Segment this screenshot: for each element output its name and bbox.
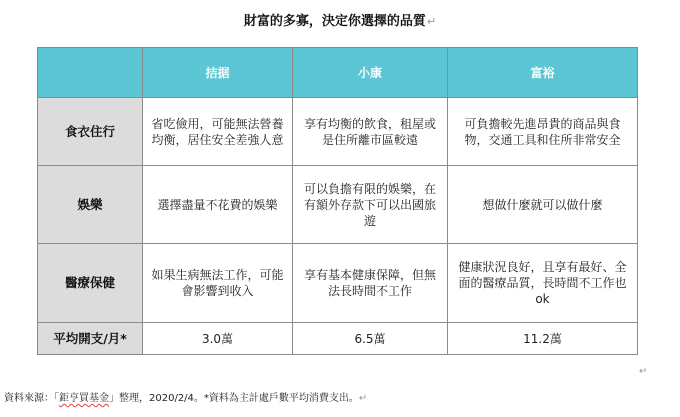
- row-label: 娛樂: [38, 166, 143, 244]
- source-prefix: 資料來源：「: [4, 393, 59, 404]
- table-cell: 3.0萬: [143, 323, 293, 355]
- source-fund-name: 鉅亨買基金: [59, 393, 109, 404]
- source-note: [4, 389, 367, 404]
- table-cell: 省吃儉用，可能無法營養均衡，居住安全差強人意: [143, 98, 293, 166]
- header-moderate: 小康: [293, 48, 448, 98]
- table-cell: 享有均衡的飲食，租屋或是住所離市區較遠: [293, 98, 448, 166]
- table-cell: 如果生病無法工作，可能會影響到收入: [143, 244, 293, 323]
- table-cell: 6.5萬: [293, 323, 448, 355]
- table-cell: 可負擔較先進昂貴的商品與食物，交通工具和住所非常安全: [448, 98, 638, 166]
- header-corner: [38, 48, 143, 98]
- page-title: [0, 10, 680, 29]
- header-tight: 拮据: [143, 48, 293, 98]
- title-text: 財富的多寡，決定你選擇的品質: [243, 14, 426, 29]
- row-label: 食衣住行: [38, 98, 143, 166]
- paragraph-mark-icon: ↵: [426, 15, 437, 28]
- paragraph-mark-icon: ↵: [358, 393, 368, 404]
- row-label: 平均開支/月*: [38, 323, 143, 355]
- table-cell: 享有基本健康保障，但無法長時間不工作: [293, 244, 448, 323]
- comparison-table: [37, 47, 638, 355]
- paragraph-mark-icon: ↵: [639, 366, 648, 377]
- source-suffix: 」整理，2020/2/4。*資料為主計處戶數平均消費支出。: [109, 393, 359, 404]
- header-row: [38, 48, 638, 98]
- table-cell: 可以負擔有限的娛樂，在有額外存款下可以出國旅遊: [293, 166, 448, 244]
- table-row: [38, 323, 638, 355]
- table-cell: 想做什麼就可以做什麼: [448, 166, 638, 244]
- table-row: [38, 244, 638, 323]
- table-cell: 11.2萬: [448, 323, 638, 355]
- header-wealthy: 富裕: [448, 48, 638, 98]
- table-cell: 選擇盡量不花費的娛樂: [143, 166, 293, 244]
- table-row: [38, 98, 638, 166]
- table-row: [38, 166, 638, 244]
- row-label: 醫療保健: [38, 244, 143, 323]
- table-cell: 健康狀況良好，且享有最好、全面的醫療品質，長時間不工作也ok: [448, 244, 638, 323]
